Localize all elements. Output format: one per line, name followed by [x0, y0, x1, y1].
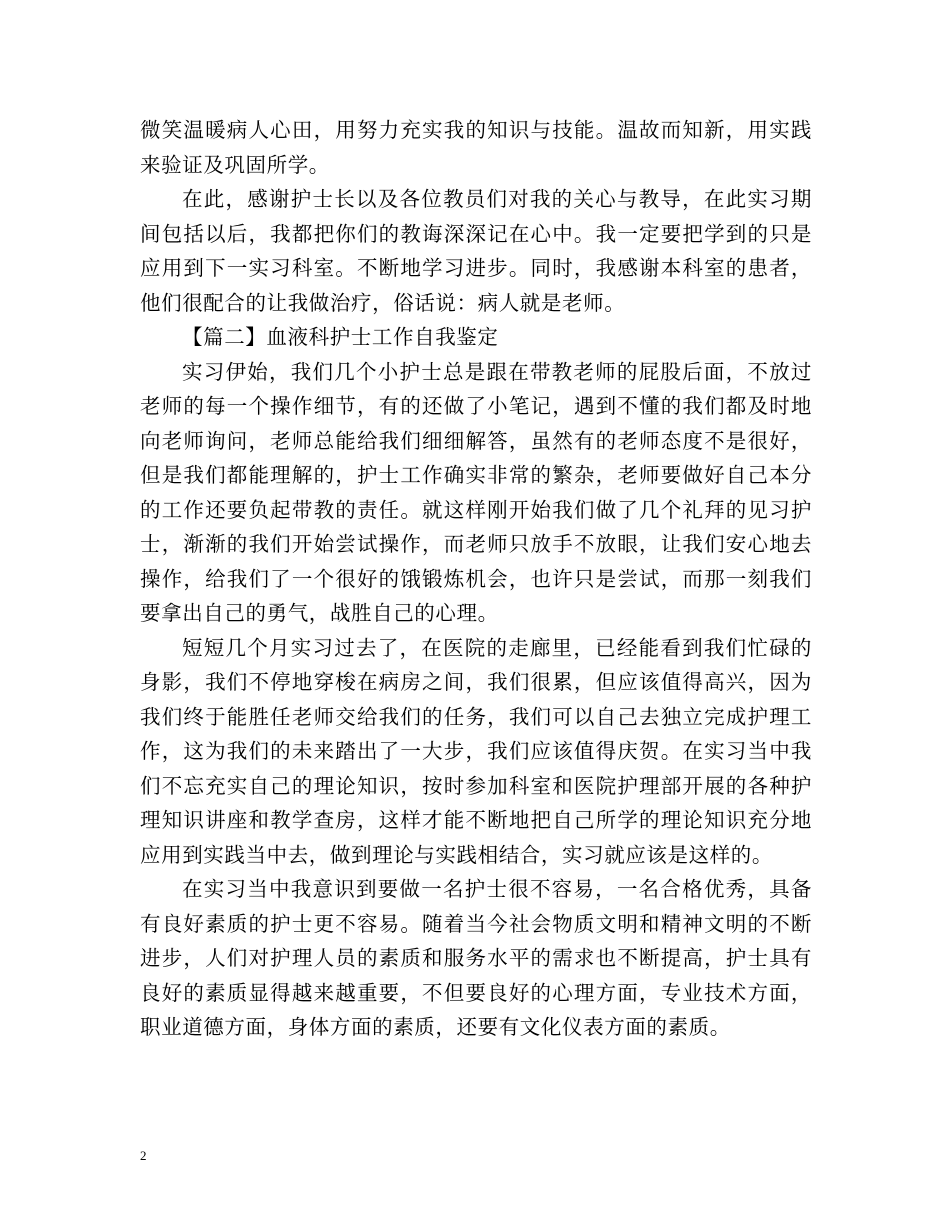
paragraph-continuation: 微笑温暖病人心田，用努力充实我的知识与技能。温故而知新，用实践来验证及巩固所学。	[140, 118, 812, 177]
section-heading: 【篇二】血液科护士工作自我鉴定	[182, 325, 499, 349]
page-number: 2	[140, 1148, 147, 1163]
paragraph-internship-start: 实习伊始，我们几个小护士总是跟在带教老师的屁股后面，不放过老师的每一个操作细节，有的还做了小笔记，遇到不懂的我们都及时地向老师询问，老师总能给我们细细解答，虽然有的老师态度不是很好，但是我们都能理解的，护士工作确实非常的繁杂，老师要做好自己本分的工作还要负起带教的责任。就这样刚开始我们做了几个礼拜的见习护士，渐渐的我们开始尝试操作，而老师只放手不放眼，让我们安心地去操作，给我们了一个很好的饿锻炼机会，也许只是尝试，而那一刻我们要拿出自己的勇气，战胜自己的心理。	[140, 359, 812, 625]
paragraph-months-passed: 短短几个月实习过去了，在医院的走廊里，已经能看到我们忙碌的身影，我们不停地穿梭在病房之间，我们很累，但应该值得高兴，因为我们终于能胜任老师交给我们的任务，我们可以自己去独立完成护理工作，这为我们的未来踏出了一大步，我们应该值得庆贺。在实习当中我们不忘充实自己的理论知识，按时参加科室和医院护理部开展的各种护理知识讲座和教学查房，这样才能不断地把自己所学的理论知识充分地应用到实践当中去，做到理论与实践相结合，实习就应该是这样的。	[140, 635, 812, 867]
paragraph-nurse-quality: 在实习当中我意识到要做一名护士很不容易，一名合格优秀，具备有良好素质的护士更不容易。随着当今社会物质文明和精神文明的不断进步，人们对护理人员的素质和服务水平的需求也不断提高，护士具有良好的素质显得越来越重要，不但要良好的心理方面，专业技术方面，职业道德方面，身体方面的素质，还要有文化仪表方面的素质。	[140, 877, 812, 1039]
document-body	[140, 113, 812, 1045]
paragraph-thanks: 在此，感谢护士长以及各位教员们对我的关心与教导，在此实习期间包括以后，我都把你们的教诲深深记在心中。我一定要把学到的只是应用到下一实习科室。不断地学习进步。同时，我感谢本科室的患者，他们很配合的让我做治疗，俗话说：病人就是老师。	[140, 187, 812, 315]
